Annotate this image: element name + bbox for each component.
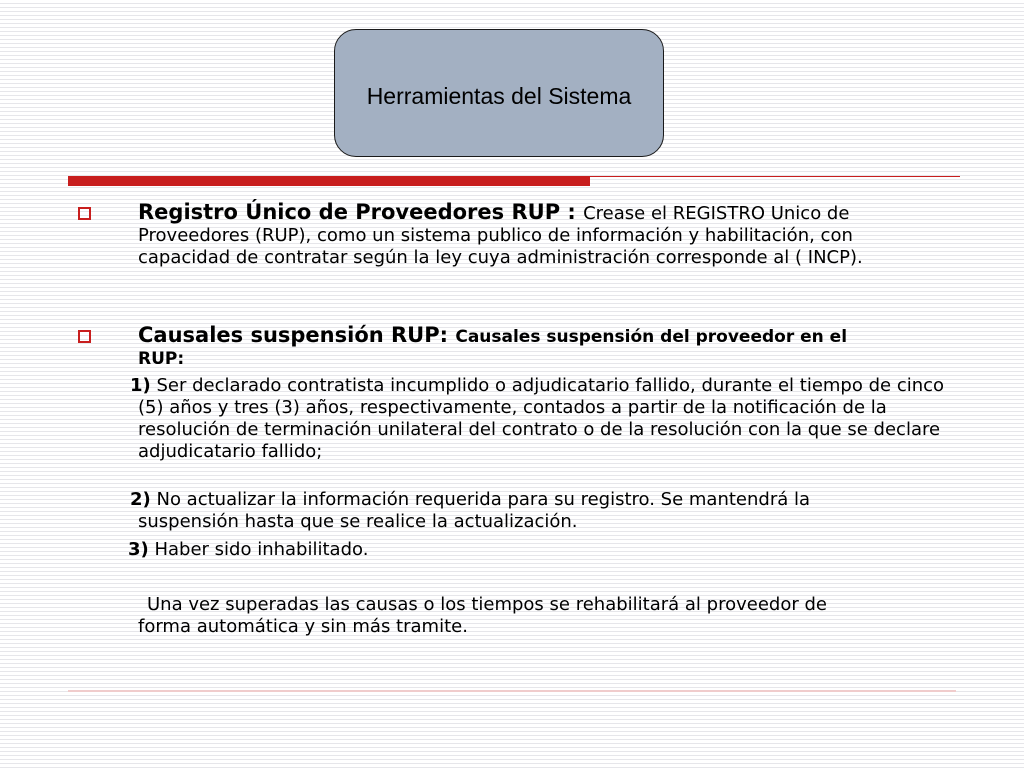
list-item-text: Haber sido inhabilitado. xyxy=(148,539,369,560)
title-underline-thin xyxy=(590,176,960,177)
section2-paragraph xyxy=(138,324,858,370)
section2-heading: Causales suspensión RUP: xyxy=(138,323,456,347)
section1-heading: Registro Único de Proveedores RUP : xyxy=(138,200,584,224)
title-underline-thick xyxy=(68,176,590,186)
slide-title: Herramientas del Sistema xyxy=(366,82,632,109)
list-item-number: 2) xyxy=(130,489,151,510)
closing-paragraph xyxy=(138,594,878,638)
bullet-square-icon xyxy=(78,330,91,343)
list-item-text: Ser declarado contratista incumplido o adjudicatario fallido, durante el tiempo de cinco (5) años y tres (3) años, respectivamente, contados a partir de la notificación de la resolución de terminación unilateral del contrato o de la resolución con la que se declare adjudicatario fallido; xyxy=(138,375,945,462)
section1-body: Crease el REGISTRO Unico de Proveedores (RUP), como un sistema publico de información y habilitación, con capacidad de contratar según la ley cuya administración corresponde al ( INCP). xyxy=(138,203,863,268)
footer-divider xyxy=(68,690,956,692)
closing-text: Una vez superadas las causas o los tiempos se rehabilitará al proveedor de forma automática y sin más tramite. xyxy=(138,594,827,637)
section2-subheading: Causales suspensión del proveedor en el RUP: xyxy=(138,327,848,369)
list-item xyxy=(130,375,950,463)
list-item-text: No actualizar la información requerida para su registro. Se mantendrá la suspensión hasta que se realice la actualización. xyxy=(138,489,811,532)
section1-paragraph xyxy=(138,201,948,269)
title-box xyxy=(334,29,664,157)
list-item-number: 3) xyxy=(128,539,149,560)
list-item-number: 1) xyxy=(130,375,151,396)
list-item xyxy=(130,489,878,533)
list-item xyxy=(128,539,878,561)
bullet-square-icon xyxy=(78,207,91,220)
